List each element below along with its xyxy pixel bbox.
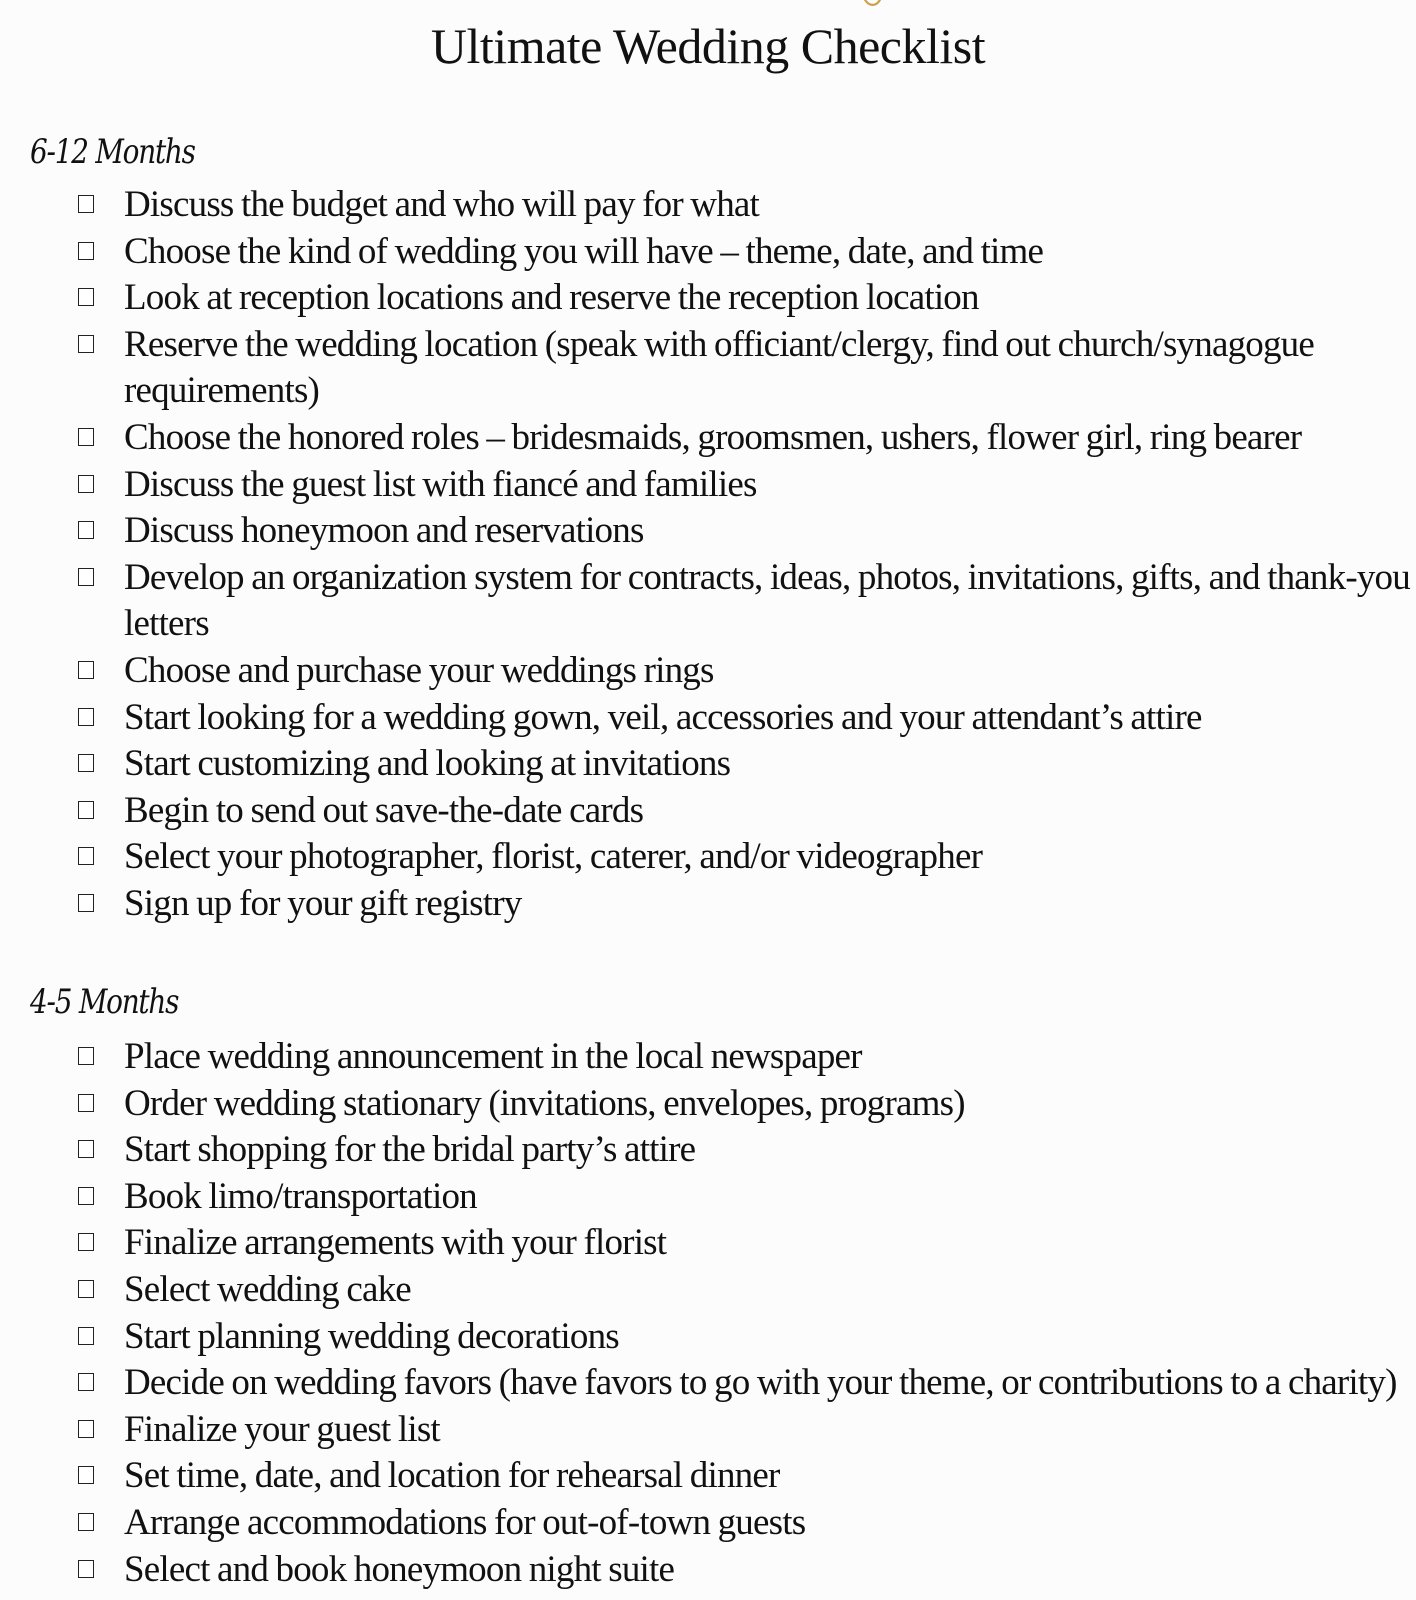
- checklist-item-text: Select and book honeymoon night suite: [124, 1548, 675, 1590]
- checklist-item: [0, 1500, 1416, 1547]
- checkbox-icon[interactable]: [78, 1094, 94, 1112]
- checkbox-icon[interactable]: [78, 1560, 94, 1578]
- checkbox-icon[interactable]: [78, 1280, 94, 1298]
- checkbox-icon[interactable]: [78, 1373, 94, 1391]
- checklist-item-text: Choose the kind of wedding you will have – theme, date, and time: [124, 230, 1044, 272]
- checklist-item: [0, 322, 1416, 415]
- checklist-item: [0, 555, 1416, 648]
- checkbox-icon[interactable]: [78, 521, 94, 539]
- checkbox-icon[interactable]: [78, 754, 94, 772]
- checklist-4-5-months: [0, 1034, 1416, 1593]
- checklist-item: [0, 1081, 1416, 1128]
- checklist-item: [0, 1453, 1416, 1500]
- checklist-item-text: Start looking for a wedding gown, veil, accessories and your attendant’s attire: [124, 696, 1202, 738]
- checkbox-icon[interactable]: [78, 1140, 94, 1158]
- checklist-item-text: Finalize arrangements with your florist: [124, 1222, 667, 1264]
- ornament-flourish: [862, 0, 884, 8]
- checklist-item: [0, 1267, 1416, 1314]
- checklist-6-12-months: [0, 182, 1416, 928]
- checkbox-icon[interactable]: [78, 1187, 94, 1205]
- checklist-item: [0, 741, 1416, 788]
- checkbox-icon[interactable]: [78, 661, 94, 679]
- checklist-item-text: Finalize your guest list: [124, 1408, 440, 1450]
- checklist-item: [0, 1360, 1416, 1407]
- checklist-item-text: Order wedding stationary (invitations, envelopes, programs): [124, 1082, 965, 1124]
- checkbox-icon[interactable]: [78, 475, 94, 493]
- checklist-item: [0, 695, 1416, 742]
- checklist-item: [0, 1220, 1416, 1267]
- checklist-item: [0, 182, 1416, 229]
- checklist-item: [0, 275, 1416, 322]
- checkbox-icon[interactable]: [78, 1233, 94, 1251]
- checklist-item-text: Book limo/transportation: [124, 1175, 477, 1217]
- checkbox-icon[interactable]: [78, 288, 94, 306]
- checklist-item: [0, 1174, 1416, 1221]
- checkbox-icon[interactable]: [78, 1420, 94, 1438]
- checklist-item: [0, 462, 1416, 509]
- checkbox-icon[interactable]: [78, 242, 94, 260]
- checkbox-icon[interactable]: [78, 894, 94, 912]
- checklist-item-text: Sign up for your gift registry: [124, 882, 522, 924]
- checklist-item-text: Look at reception locations and reserve the reception location: [124, 277, 979, 319]
- checklist-item: [0, 1547, 1416, 1594]
- checklist-item: [0, 1034, 1416, 1081]
- checklist-item-text: Reserve the wedding location (speak with officiant/clergy, find out church/synagogue requirements): [124, 323, 1315, 412]
- checklist-item-text: Select your photographer, florist, caterer, and/or videographer: [124, 836, 983, 878]
- checkbox-icon[interactable]: [78, 801, 94, 819]
- checkbox-icon[interactable]: [78, 1047, 94, 1065]
- checklist-item-text: Set time, date, and location for rehearsal dinner: [124, 1455, 780, 1497]
- checklist-item-text: Start planning wedding decorations: [124, 1315, 619, 1357]
- checklist-item: [0, 229, 1416, 276]
- checkbox-icon[interactable]: [78, 195, 94, 213]
- checklist-item-text: Decide on wedding favors (have favors to go with your theme, or contributions to a charity): [124, 1362, 1397, 1404]
- checklist-item-text: Develop an organization system for contracts, ideas, photos, invitations, gifts, and thank-you letters: [124, 556, 1410, 645]
- checklist-item: [0, 508, 1416, 555]
- checklist-item-text: Place wedding announcement in the local newspaper: [124, 1036, 862, 1077]
- checklist-item: [0, 788, 1416, 835]
- checklist-item-text: Arrange accommodations for out-of-town guests: [124, 1501, 806, 1543]
- checklist-item-text: Discuss the guest list with fiancé and families: [124, 463, 757, 505]
- checkbox-icon[interactable]: [78, 1327, 94, 1345]
- checklist-item-text: Start shopping for the bridal party’s attire: [124, 1129, 696, 1171]
- checklist-item-text: Start customizing and looking at invitations: [124, 743, 731, 785]
- checklist-item: [0, 1127, 1416, 1174]
- checklist-item-text: Discuss honeymoon and reservations: [124, 510, 644, 552]
- checklist-item: [0, 648, 1416, 695]
- checkbox-icon[interactable]: [78, 847, 94, 865]
- section-heading-6-12-months: 6-12 Months: [30, 132, 195, 172]
- checklist-item: [0, 881, 1416, 928]
- checklist-item-text: Discuss the budget and who will pay for what: [124, 184, 760, 225]
- checkbox-icon[interactable]: [78, 708, 94, 726]
- checklist-item-text: Choose and purchase your weddings rings: [124, 649, 714, 691]
- checklist-item: [0, 1314, 1416, 1361]
- checklist-item-text: Select wedding cake: [124, 1268, 411, 1310]
- checklist-item: [0, 1407, 1416, 1454]
- checklist-item: [0, 834, 1416, 881]
- checklist-item-text: Choose the honored roles – bridesmaids, groomsmen, ushers, flower girl, ring bearer: [124, 416, 1302, 458]
- checkbox-icon[interactable]: [78, 1466, 94, 1484]
- checklist-item-text: Begin to send out save-the-date cards: [124, 789, 644, 831]
- checkbox-icon[interactable]: [78, 568, 94, 586]
- section-heading-4-5-months: 4-5 Months: [30, 982, 179, 1022]
- checkbox-icon[interactable]: [78, 428, 94, 446]
- checkbox-icon[interactable]: [78, 335, 94, 353]
- checklist-item: [0, 415, 1416, 462]
- checkbox-icon[interactable]: [78, 1513, 94, 1531]
- page-title: Ultimate Wedding Checklist: [430, 18, 986, 74]
